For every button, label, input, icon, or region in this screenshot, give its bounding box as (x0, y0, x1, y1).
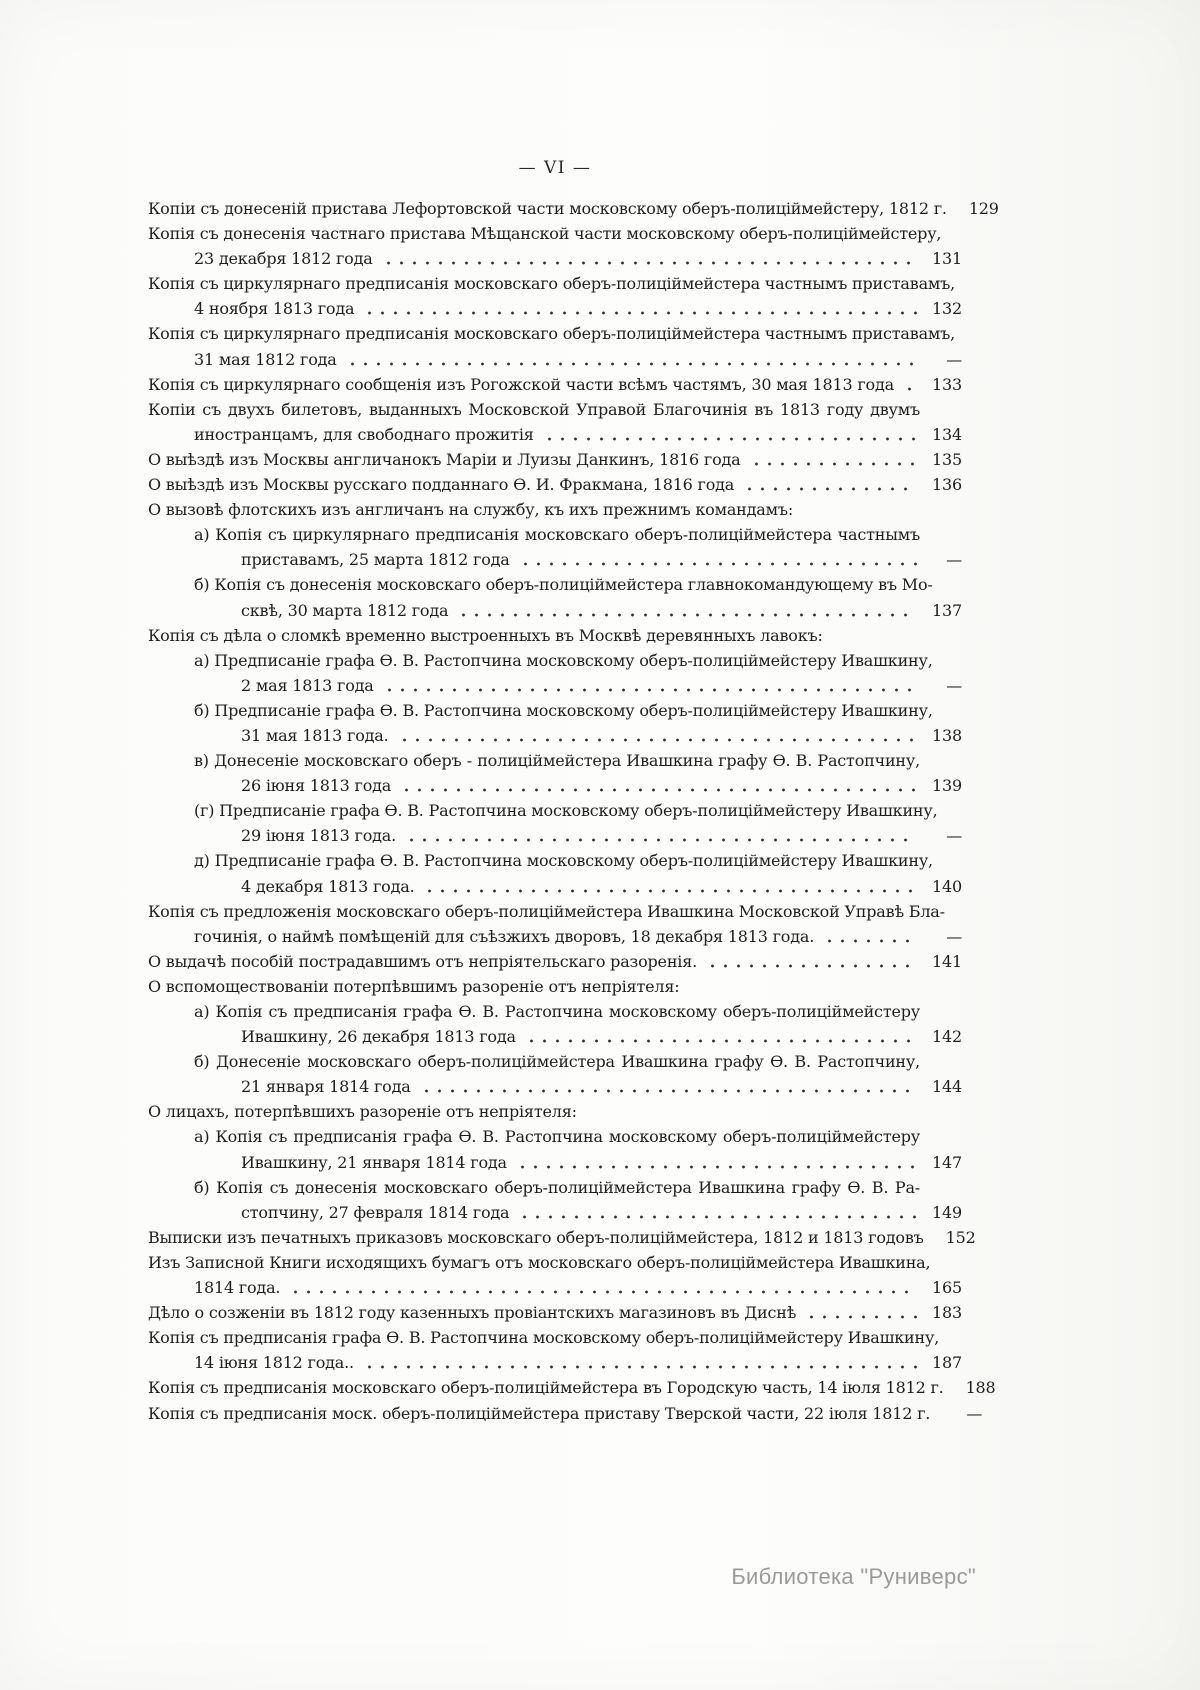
page-number (920, 1175, 962, 1200)
dot-leader (361, 296, 917, 321)
page-number: 142 (932, 1027, 962, 1047)
entry-text: иностранцамъ, для свободнаго прожитія (194, 424, 534, 444)
page-number (945, 899, 987, 924)
page-number (920, 522, 962, 547)
page-number (938, 798, 980, 823)
dot-leader (821, 924, 917, 949)
page-number (920, 497, 962, 522)
entry-text: в) Донесеніе московскаго оберъ - полиціймейстера Ивашкина графу Ѳ. В. Растопчину, (194, 751, 920, 771)
entry-text: 31 мая 1812 года (194, 349, 337, 369)
toc-line (194, 1049, 962, 1074)
dot-leader (516, 1200, 917, 1225)
page-number: 138 (932, 725, 962, 745)
toc-line (148, 1375, 996, 1400)
entry-text: Ивашкину, 21 января 1814 года (241, 1152, 507, 1172)
entry-text: Дѣло о созженіи въ 1812 году казенныхъ провіантскихъ магазиновъ въ Диснѣ (148, 1303, 797, 1323)
page-number (920, 1099, 962, 1124)
entry-text: О вспомоществованіи потерпѣвшимъ разореніе отъ непріятеля: (148, 976, 680, 996)
entry-text: Копія съ предписанія моск. оберъ-полиціймейстера приставу Тверской части, 22 іюля 1812 г. (148, 1403, 931, 1423)
page-number (920, 999, 962, 1024)
toc-line (148, 1099, 962, 1124)
dot-leader (741, 472, 917, 497)
entry-text: 23 декабря 1812 года (194, 249, 373, 269)
page-number (920, 748, 962, 773)
page-number: 149 (932, 1202, 962, 1222)
entry-text: О выѣздѣ изъ Москвы русскаго подданнаго Ѳ. И. Фракмана, 1816 года (148, 475, 735, 495)
entry-text: Копіи съ донесеній пристава Лефортовской части московскому оберъ-полиціймейстеру, 1812 г. (148, 199, 947, 218)
page-number: 129 (968, 199, 999, 218)
entry-text: Изъ Записной Книги исходящихъ бумагъ отъ московскаго оберъ-полиціймейстера Ивашкина, (148, 1252, 931, 1272)
page-number (933, 648, 975, 673)
entry-text: а) Копія съ предписанія графа Ѳ. В. Растопчина московскому оберъ-полиціймейстеру (194, 1002, 920, 1021)
toc-line (194, 698, 962, 723)
toc-line (241, 598, 962, 623)
toc-line (194, 347, 962, 372)
toc-line (148, 1401, 983, 1426)
toc-line (194, 748, 962, 773)
dot-leader (398, 773, 917, 798)
toc-line (241, 1074, 962, 1099)
entry-text: б) Донесеніе московскаго оберъ-полиціймейстера Ивашкина графу Ѳ. В. Растопчину, (194, 1052, 920, 1072)
dot-leader (381, 673, 917, 698)
toc-line (241, 1150, 962, 1175)
dot-leader (361, 1350, 917, 1375)
entry-text: О лицахъ, потерпѣвшихъ разореніе отъ непріятеля: (148, 1102, 577, 1122)
entry-text: О вызовѣ флотскихъ изъ англичанъ на службу, къ ихъ прежнимъ командамъ: (148, 500, 794, 520)
entry-text: б) Копія съ донесенія московскаго оберъ-полиціймейстера главнокомандующему въ Мо- (194, 575, 933, 595)
entry-text: а) Копія съ циркулярнаго предписанія московскаго оберъ-полиціймейстера частнымъ (194, 525, 920, 545)
toc-line (148, 221, 962, 246)
dot-leader (514, 1150, 917, 1175)
toc-line (148, 1225, 976, 1250)
toc-line (241, 723, 962, 748)
page-number: 132 (932, 299, 962, 319)
entry-text: 26 іюня 1813 года (241, 776, 392, 796)
page-number (933, 572, 975, 597)
entry-text: 21 января 1814 года (241, 1077, 411, 1097)
toc-line (148, 472, 962, 497)
page-number (933, 848, 975, 873)
entry-text: О выѣздѣ изъ Москвы англичанокъ Маріи и Луизы Данкинъ, 1816 года (148, 449, 741, 469)
toc-line (194, 522, 962, 547)
toc-line (194, 572, 962, 597)
toc-line (194, 999, 962, 1024)
entry-text: д) Предписаніе графа Ѳ. В. Растопчина московскому оберъ-полиціймейстеру Ивашкину, (194, 851, 933, 871)
dot-leader (704, 949, 917, 974)
dot-leader (403, 823, 917, 848)
toc-line (148, 321, 962, 346)
entry-text: (г) Предписаніе графа Ѳ. В. Растопчина московскому оберъ-полиціймейстеру Ивашкину, (194, 801, 938, 821)
dot-leader (901, 372, 917, 397)
page-number: — (946, 349, 962, 369)
toc-line (194, 422, 962, 447)
dot-leader (748, 447, 917, 472)
toc-line (148, 1300, 962, 1325)
toc-line (241, 874, 962, 899)
toc-line (148, 372, 962, 397)
table-of-contents (148, 196, 999, 1426)
dot-leader (541, 422, 917, 447)
entry-text: а) Предписаніе графа Ѳ. В. Растопчина московскому оберъ-полиціймейстеру Ивашкину, (194, 650, 933, 670)
page-number: 131 (932, 249, 962, 269)
page-number (920, 1124, 962, 1149)
page-number: — (946, 675, 962, 695)
toc-line (148, 899, 962, 924)
entry-text: б) Копія съ донесенія московскаго оберъ-полиціймейстера Ивашкина графу Ѳ. В. Ра- (194, 1177, 920, 1197)
toc-line (194, 1275, 962, 1300)
page-number: 188 (965, 1378, 996, 1398)
toc-line (148, 271, 962, 296)
entry-text: гочинія, о наймѣ помѣщеній для съѣзжихъ дворовъ, 18 декабря 1813 года. (194, 926, 815, 946)
library-watermark: Библиотека "Руниверс" (731, 1564, 976, 1589)
page-number: 133 (932, 374, 962, 394)
toc-line (241, 673, 962, 698)
toc-line (194, 648, 962, 673)
toc-line (194, 246, 962, 271)
toc-line (148, 974, 962, 999)
toc-line (148, 447, 962, 472)
entry-text: Копія съ предложенія московскаго оберъ-полиціймейстера Ивашкина Московской Управѣ Бла- (148, 901, 945, 921)
page-number: 183 (932, 1303, 962, 1323)
page-number (920, 974, 962, 999)
page-number: 187 (932, 1353, 962, 1373)
toc-line (148, 623, 962, 648)
page-number: — (946, 550, 962, 570)
toc-line (241, 1200, 962, 1225)
dot-leader (418, 1074, 917, 1099)
toc-line (194, 798, 962, 823)
entry-text: Копія съ циркулярнаго сообщенія изъ Рогожской части всѣмъ частямъ, 30 мая 1813 года (148, 374, 894, 394)
entry-text: сквѣ, 30 марта 1812 года (241, 600, 449, 620)
toc-line (148, 1325, 962, 1350)
toc-line (241, 1024, 962, 1049)
page-number (955, 271, 997, 296)
dot-leader (287, 1275, 917, 1300)
toc-line (148, 949, 962, 974)
page-number: 165 (932, 1278, 962, 1298)
entry-text: Копіи съ двухъ билетовъ, выданныхъ Московской Управой Благочинія въ 1813 году двумъ (148, 399, 920, 419)
entry-text: Копія съ предписанія графа Ѳ. В. Растопчина московскому оберъ-полиціймейстеру Ивашкину, (148, 1328, 940, 1348)
page-number: 147 (932, 1152, 962, 1172)
page-number: 136 (932, 475, 962, 495)
entry-text: Копія съ донесенія частнаго пристава Мѣщанской части московскому оберъ-полиціймейстеру, (148, 224, 942, 244)
toc-line (241, 773, 962, 798)
toc-line (194, 296, 962, 321)
toc-line (148, 1250, 962, 1275)
page-number: 141 (932, 951, 962, 971)
page-number: 135 (932, 449, 962, 469)
dot-leader (396, 723, 917, 748)
page-number (933, 698, 975, 723)
entry-text: Копія съ циркулярнаго предписанія московскаго оберъ-полиціймейстера частнымъ приставамъ, (148, 274, 956, 294)
toc-line (194, 848, 962, 873)
page-number: 140 (932, 876, 962, 896)
dot-leader (523, 1024, 917, 1049)
toc-line (194, 1124, 962, 1149)
entry-text: приставамъ, 25 марта 1812 года (241, 550, 510, 570)
page-number: — (966, 1403, 983, 1423)
toc-line (148, 196, 999, 221)
page-number (920, 397, 962, 422)
page-roman-numeral: — VI — (518, 158, 592, 178)
dot-leader (344, 347, 917, 372)
entry-text: б) Предписаніе графа Ѳ. В. Растопчина московскому оберъ-полиціймейстеру Ивашкину, (194, 700, 933, 720)
entry-text: 4 ноября 1813 года (194, 299, 355, 319)
page-number (955, 321, 997, 346)
page-number (920, 623, 962, 648)
entry-text: Ивашкину, 26 декабря 1813 года (241, 1027, 516, 1047)
entry-text: Копія съ предписанія московскаго оберъ-полиціймейстера въ Городскую часть, 14 іюля 1812 г. (148, 1378, 944, 1398)
entry-text: О выдачѣ пособій пострадавшимъ отъ непріятельскаго разоренія. (148, 951, 697, 971)
toc-line (148, 397, 962, 422)
page-number: — (946, 926, 962, 946)
entry-text: Копія съ дѣла о сломкѣ временно выстроенныхъ въ Москвѣ деревянныхъ лавокъ: (148, 625, 823, 645)
dot-leader (421, 874, 917, 899)
page-number: 137 (932, 600, 962, 620)
entry-text: 2 мая 1813 года (241, 675, 374, 695)
page-number: 152 (945, 1227, 976, 1247)
dot-leader (803, 1300, 917, 1325)
toc-line (194, 1175, 962, 1200)
page-number (920, 1049, 962, 1074)
toc-line (148, 497, 962, 522)
page-number: 139 (932, 776, 962, 796)
entry-text: 14 іюня 1812 года.. (194, 1353, 354, 1373)
page-number (930, 1250, 972, 1275)
toc-line (241, 823, 962, 848)
entry-text: стопчину, 27 февраля 1814 года (241, 1202, 510, 1222)
entry-text: а) Копія съ предписанія графа Ѳ. В. Растопчина московскому оберъ-полиціймейстеру (194, 1127, 920, 1147)
dot-leader (380, 246, 917, 271)
toc-line (194, 1350, 962, 1375)
entry-text: 1814 года. (194, 1278, 281, 1298)
entry-text: 4 декабря 1813 года. (241, 876, 415, 896)
page-number (939, 1325, 981, 1350)
entry-text: 31 мая 1813 года. (241, 725, 389, 745)
page-number: — (946, 826, 962, 846)
toc-line (194, 924, 962, 949)
page-number: 144 (932, 1077, 962, 1097)
entry-text: Копія съ циркулярнаго предписанія московскаго оберъ-полиціймейстера частнымъ приставамъ, (148, 324, 956, 344)
dot-leader (517, 547, 917, 572)
page-number (941, 221, 983, 246)
page-number: 134 (932, 424, 962, 444)
toc-line (241, 547, 962, 572)
entry-text: 29 іюня 1813 года. (241, 826, 397, 846)
entry-text: Выписки изъ печатныхъ приказовъ московскаго оберъ-полиціймейстера, 1812 и 1813 годовъ (148, 1227, 924, 1247)
dot-leader (455, 598, 917, 623)
